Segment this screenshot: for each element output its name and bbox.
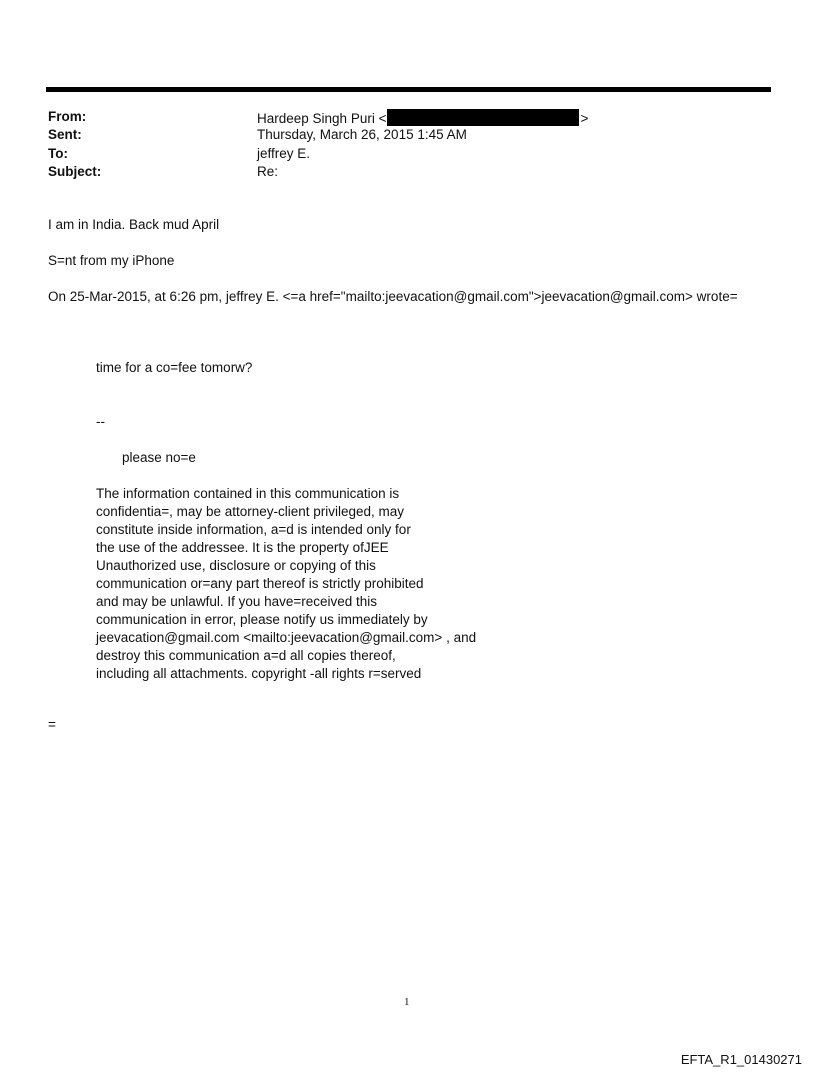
signature-separator: -- — [96, 414, 105, 429]
disclaimer-line: and may be unlawful. If you have=received this — [96, 594, 378, 609]
disclaimer-line: destroy this communication a=d all copies thereof, — [96, 648, 396, 663]
document-id: EFTA_R1_01430271 — [680, 1052, 802, 1067]
body-line-1: I am in India. Back mud April — [48, 217, 220, 232]
trailer-mark: = — [48, 717, 56, 732]
body-line-2: S=nt from my iPhone — [48, 253, 175, 268]
disclaimer-block — [96, 485, 476, 683]
from-value — [257, 109, 588, 126]
header-rule — [46, 87, 771, 92]
disclaimer-line: jeevacation@gmail.com <mailto:jeevacation@gmail.com> , and — [96, 630, 477, 645]
subject-label: Subject: — [48, 164, 102, 179]
from-name: Hardeep Singh Puri < — [257, 111, 387, 126]
from-close: > — [580, 111, 589, 126]
body-line-3: On 25-Mar-2015, at 6:26 pm, jeffrey E. <=a href="mailto:jeevacation@gmail.com">jeevacation@gmail.com> wrote= — [48, 289, 738, 304]
disclaimer-line: Unauthorized use, disclosure or copying of this — [96, 558, 376, 573]
quoted-note: please no=e — [122, 450, 196, 465]
disclaimer-line: communication in error, please notify us immediately by — [96, 612, 428, 627]
redaction-box — [387, 109, 579, 126]
page-number: 1 — [404, 996, 410, 1008]
disclaimer-line: including all attachments. copyright -all rights r=served — [96, 666, 422, 681]
quoted-message: time for a co=fee tomorw? — [96, 360, 253, 375]
subject-value: Re: — [257, 164, 279, 179]
sent-label: Sent: — [48, 127, 82, 142]
from-label: From: — [48, 109, 87, 124]
disclaimer-line: constitute inside information, a=d is intended only for — [96, 522, 411, 537]
sent-value: Thursday, March 26, 2015 1:45 AM — [257, 127, 467, 142]
to-value: jeffrey E. — [257, 146, 311, 161]
disclaimer-line: confidentia=, may be attorney-client privileged, may — [96, 504, 405, 519]
disclaimer-line: The information contained in this communication is — [96, 486, 400, 501]
disclaimer-line: communication or=any part thereof is strictly prohibited — [96, 576, 424, 591]
to-label: To: — [48, 146, 68, 161]
disclaimer-line: the use of the addressee. It is the property ofJEE — [96, 540, 389, 555]
